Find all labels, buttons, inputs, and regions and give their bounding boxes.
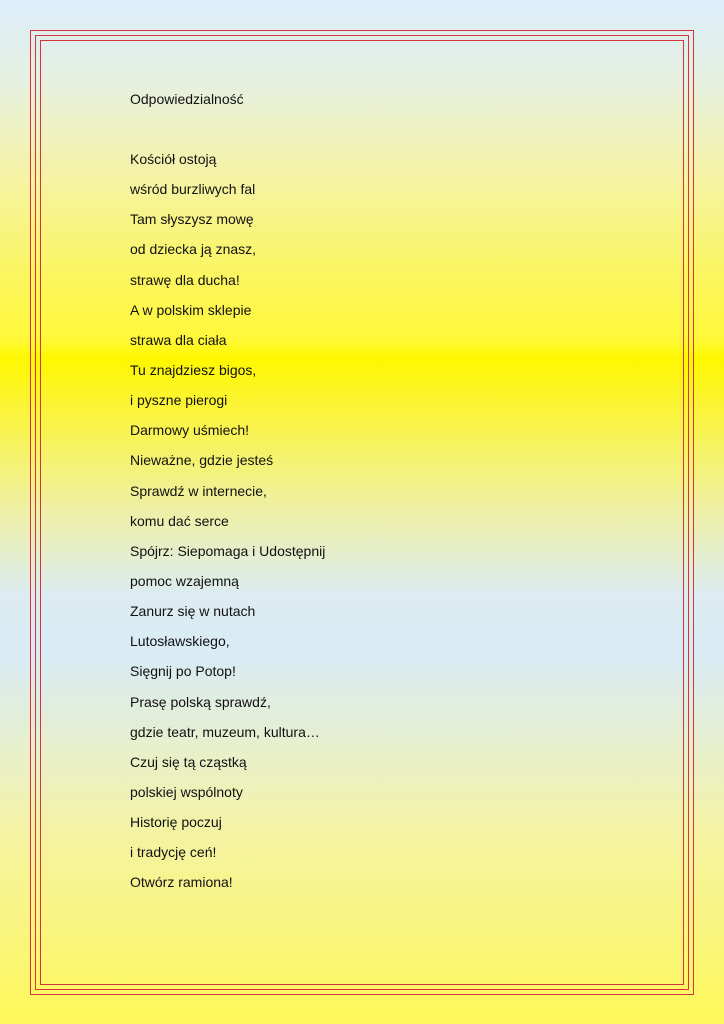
poem-title: Odpowiedzialność	[130, 91, 244, 107]
poem-line: Czuj się tą cząstką	[130, 753, 247, 770]
poem-line: A w polskim sklepie	[130, 301, 252, 318]
poem-line: od dziecka ją znasz,	[130, 241, 257, 258]
poem-line: komu dać serce	[130, 512, 229, 529]
poem-line: gdzie teatr, muzeum, kultura…	[130, 723, 320, 740]
poem-line: Lutosławskiego,	[130, 633, 230, 650]
poem-line: Kościół ostoją	[130, 151, 217, 167]
poem-line: Zanurz się w nutach	[130, 603, 256, 620]
poem-line: polskiej wspólnoty	[130, 783, 243, 800]
poem-line: Nieważne, gdzie jesteś	[130, 452, 274, 469]
poem-line: pomoc wzajemną	[130, 572, 239, 589]
poem-line: Tu znajdziesz bigos,	[130, 361, 257, 378]
poem-line: i pyszne pierogi	[130, 392, 228, 409]
poem-line: Historię poczuj	[130, 814, 222, 831]
poem-line: Spójrz: Siepomaga i Udostępnij	[130, 542, 326, 559]
title-spacer	[130, 119, 610, 149]
poem-line: i tradycję ceń!	[130, 844, 217, 861]
poem-line: Tam słyszysz mowę	[130, 211, 254, 228]
poem-line: Prasę polską sprawdź,	[130, 693, 271, 710]
poem-line: Darmowy uśmiech!	[130, 422, 250, 439]
poem-line: Otwórz ramiona!	[130, 874, 233, 891]
poem-line: wśród burzliwych fal	[130, 181, 256, 198]
poem-line: Sięgnij po Potop!	[130, 663, 236, 680]
poem-line: Sprawdź w internecie,	[130, 482, 267, 499]
poem	[130, 89, 610, 903]
poem-line: strawa dla ciała	[130, 331, 227, 348]
poem-line: strawę dla ducha!	[130, 271, 240, 288]
